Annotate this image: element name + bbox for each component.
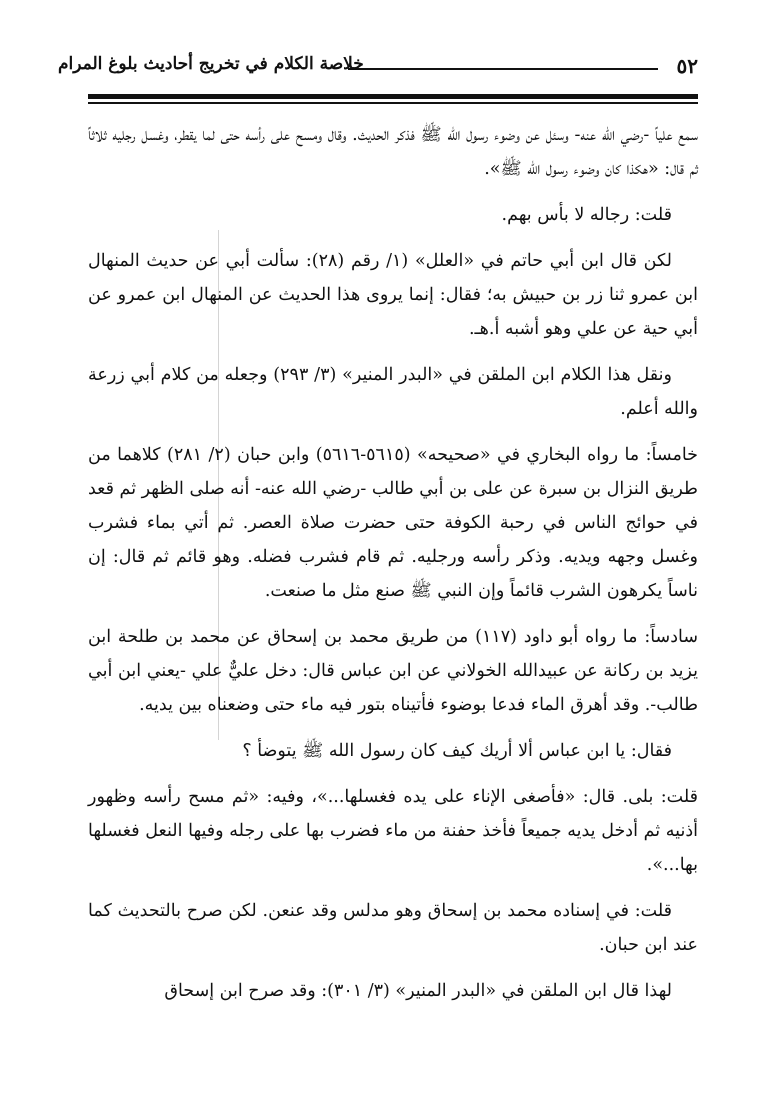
- paragraph-3: لكن قال ابن أبي حاتم في «العلل» (١/ رقم (٢٨): سألت أبي عن حديث المنهال ابن عمرو ثنا زر بن حبيش به؛ فقال: إنما يروى هذا الحديث عن المنهال ابن عمرو عن أبي حية عن علي وهو أشبه أ.هـ.: [88, 251, 698, 339]
- running-title: خلاصة الكلام في تخريج أحاديث بلوغ المرام: [58, 54, 364, 74]
- paragraph-4: ونقل هذا الكلام ابن الملقن في «البدر المنير» (٣/ ٢٩٣) وجعله من كلام أبي زرعة والله أعلم.: [88, 365, 698, 419]
- header-dash-line: [348, 68, 658, 70]
- header-rule-thick: [88, 94, 698, 99]
- paragraph-9: قلت: في إسناده محمد بن إسحاق وهو مدلس وقد عنعن. لكن صرح بالتحديث كما عند ابن حبان.: [88, 901, 698, 955]
- paragraph-10: لهذا قال ابن الملقن في «البدر المنير» (٣/ ٣٠١): وقد صرح ابن إسحاق: [164, 981, 672, 1001]
- paragraph-6: سادساً: ما رواه أبو داود (١١٧) من طريق محمد بن إسحاق عن محمد بن طلحة ابن يزيد بن ركانة عن عبيدالله الخولاني عن ابن عباس قال: دخل عليٌّ علي -يعني ابن أبي طالب-. وقد أهرق الماء فدعا بوضوء فأتيناه بتور فيه ماء حتى وضعناه بين يديه.: [88, 627, 698, 715]
- header-rule-thin: [88, 102, 698, 104]
- page-number: ٥٢: [676, 54, 698, 78]
- paragraph-5: خامساً: ما رواه البخاري في «صحيحه» (٥٦١٥-٥٦١٦) وابن حبان (٢/ ٢٨١) كلاهما من طريق النزال بن سبرة عن على بن أبي طالب -رضي الله عنه- أنه صلى الظهر ثم قعد في حوائج الناس في رحبة الكوفة حتى حضرت صلاة العصر. ثم أتي بماء فشرب وغسل وجهه ويديه. وذكر رأسه ورجليه. ثم قام فشرب فضله. وهو قائم ثم قال: إن ناساً يكرهون الشرب قائماً وإن النبي ﷺ صنع مثل ما صنعت.: [88, 445, 698, 601]
- page-header: [58, 50, 698, 84]
- paragraph-7: فقال: يا ابن عباس ألا أريك كيف كان رسول الله ﷺ يتوضأ ؟: [242, 741, 672, 761]
- paragraph-2: قلت: رجاله لا بأس بهم.: [501, 205, 672, 225]
- paragraph-1: سمع علياً -رضي الله عنه- وسئل عن وضوء رسول الله ﷺ فذكر الحديث. وقال ومسح على رأسه حتى لما يقطر، وغسل رجليه ثلاثاً ثم قال: «هكذا كان وضوء رسول الله ﷺ».: [88, 125, 698, 179]
- paragraph-8: قلت: بلى. قال: «فأصغى الإناء على يده فغسلها...»، وفيه: «ثم مسح رأسه وظهور أذنيه ثم أدخل يديه جميعاً فأخذ حفنة من ماء فضرب بها على رجله وفيها النعل فغسلها بها...».: [88, 787, 698, 875]
- page-body: [88, 118, 698, 1020]
